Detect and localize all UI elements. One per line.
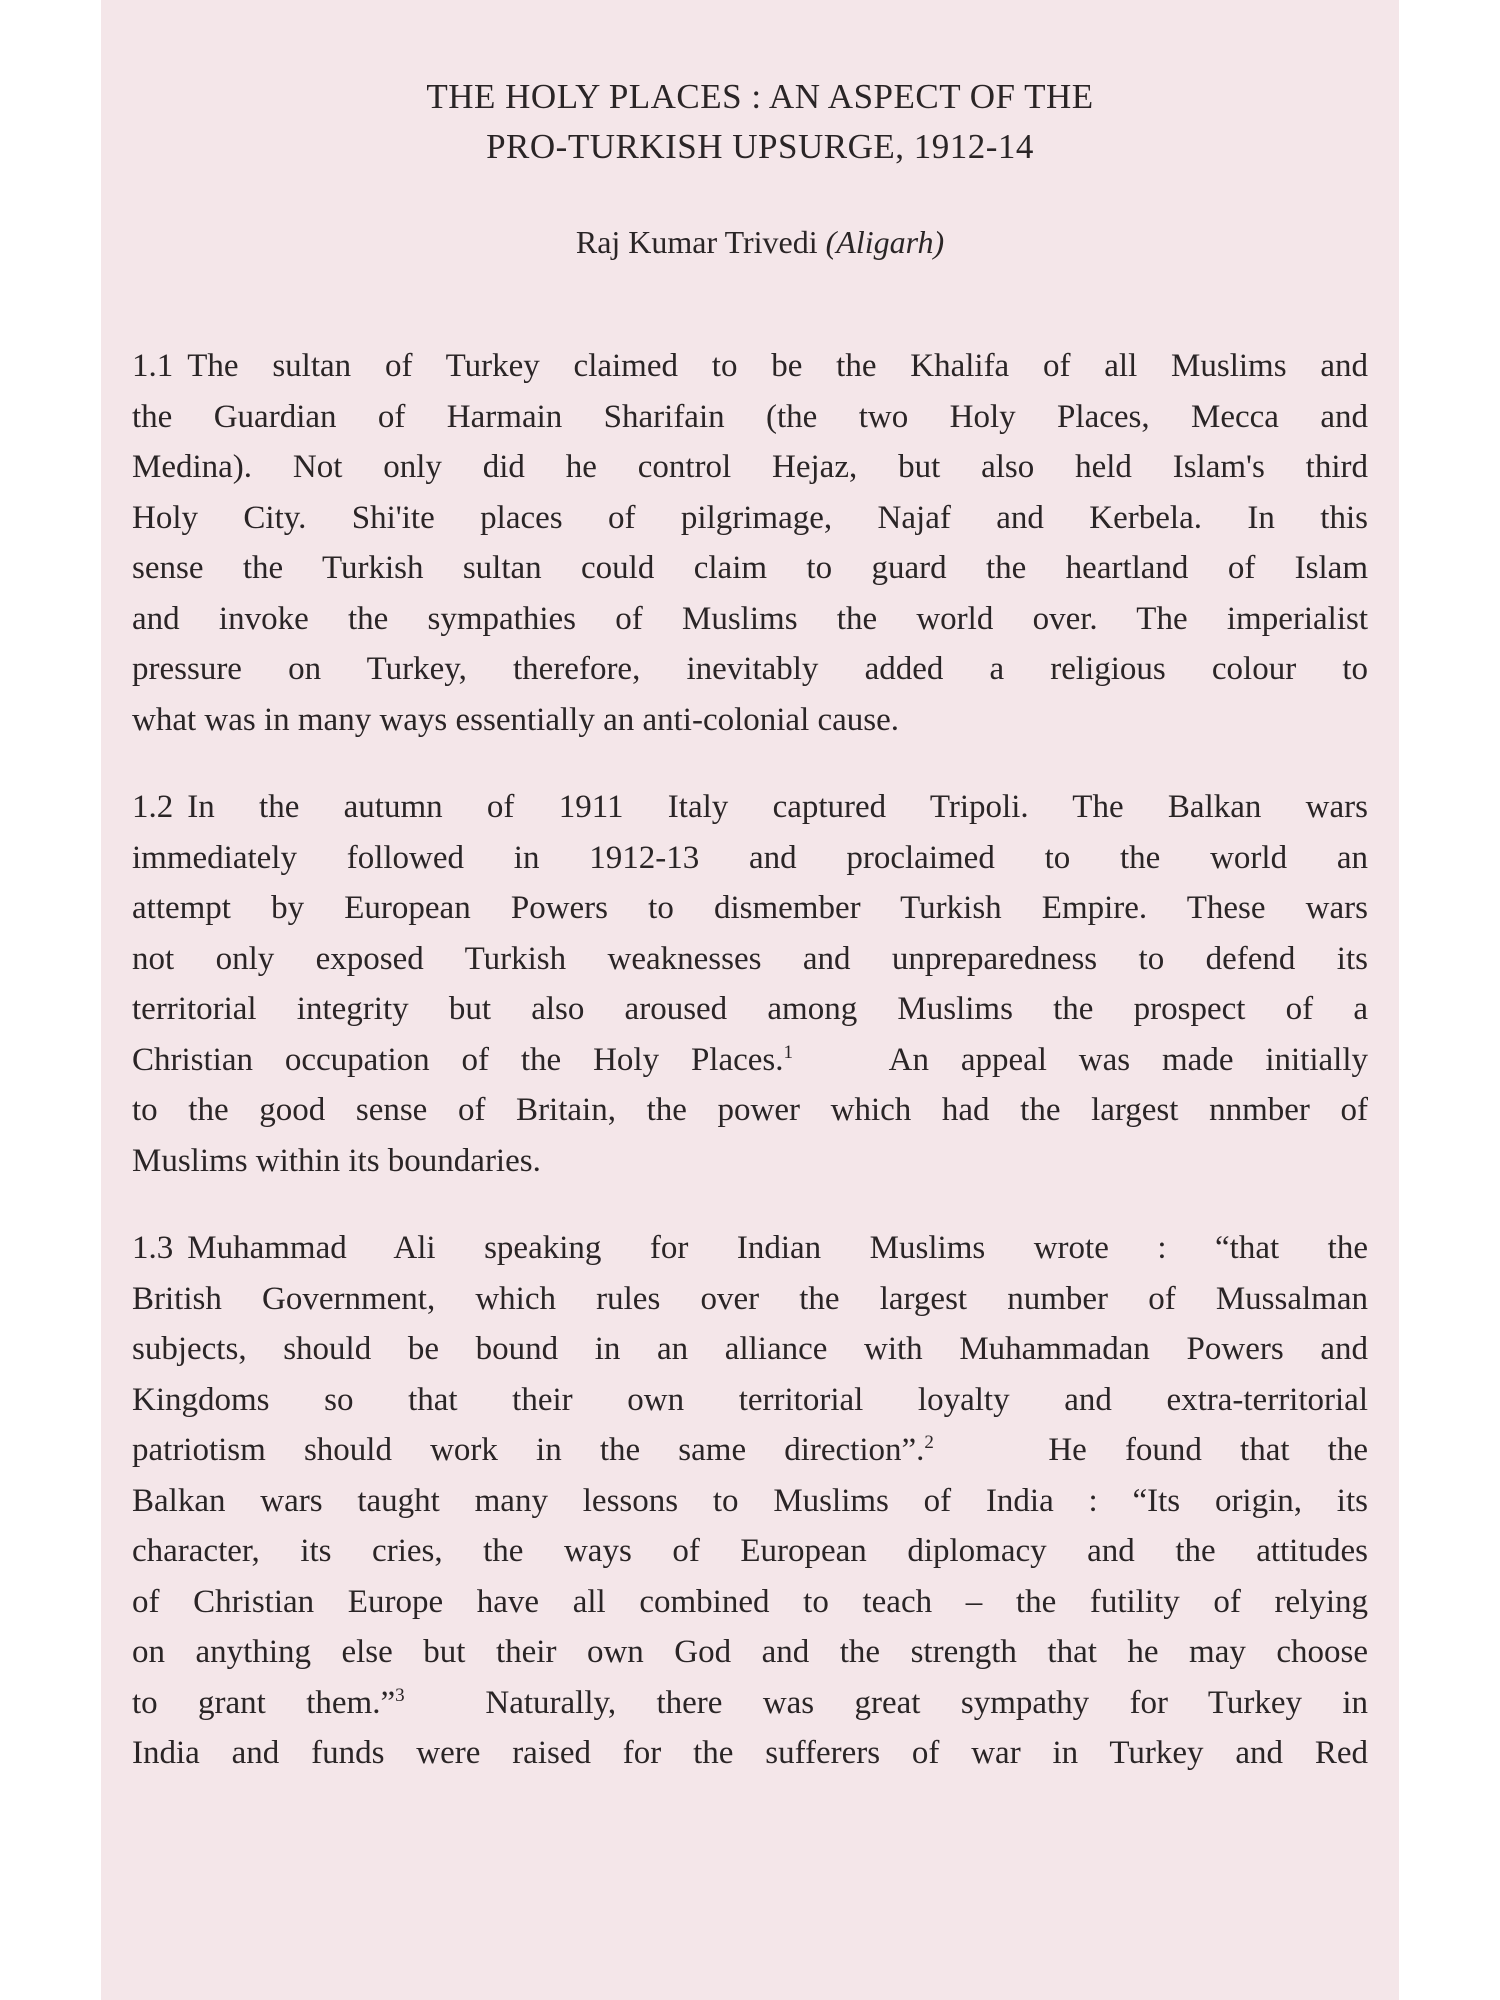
paragraph-line: Christian occupation of the Holy Places.$^1$ An appeal was made initially bbox=[132, 1041, 1368, 1078]
paragraph-line: Balkan wars taught many lessons to Muslims of India : “Its origin, its bbox=[132, 1482, 1368, 1519]
paragraph-line: the Guardian of Harmain Sharifain (the two Holy Places, Mecca and bbox=[132, 398, 1368, 435]
title-line-2: PRO-TURKISH UPSURGE, 1912-14 bbox=[486, 127, 1034, 166]
footnote-ref-3: 3 bbox=[395, 1684, 405, 1706]
article-body bbox=[132, 72, 1368, 1779]
article-title bbox=[152, 72, 1368, 172]
paragraph-line: pressure on Turkey, therefore, inevitably added a religious colour to bbox=[132, 651, 1368, 687]
paragraph-line: attempt by European Powers to dismember Turkish Empire. These wars bbox=[132, 890, 1368, 926]
author-byline bbox=[152, 224, 1368, 261]
paragraph-line: immediately followed in 1912-13 and proclaimed to the world an bbox=[132, 839, 1368, 876]
paragraph-line: British Government, which rules over the largest number of Mussalman bbox=[132, 1280, 1368, 1317]
paragraph-line: to the good sense of Britain, the power which had the largest nnmber of bbox=[132, 1092, 1368, 1128]
paragraph-line: 1.3 Muhammad Ali speaking for Indian Muslims wrote : “that the bbox=[132, 1230, 1368, 1266]
paragraph-1-2 bbox=[132, 782, 1368, 1186]
paragraph-line: Muslims within its boundaries. bbox=[132, 1142, 541, 1179]
paragraph-1-1 bbox=[132, 341, 1368, 745]
author-name: Raj Kumar Trivedi bbox=[575, 224, 818, 260]
paragraph-line: territorial integrity but also aroused among Muslims the prospect of a bbox=[132, 991, 1368, 1027]
paragraph-line: on anything else but their own God and the strength that he may choose bbox=[132, 1634, 1368, 1670]
paragraph-line: subjects, should be bound in an alliance with Muhammadan Powers and bbox=[132, 1331, 1368, 1367]
paragraph-line: and invoke the sympathies of Muslims the world over. The imperialist bbox=[132, 600, 1368, 637]
paragraph-line: 1.1 The sultan of Turkey claimed to be the Khalifa of all Muslims and bbox=[132, 348, 1368, 384]
footnote-ref-2: 2 bbox=[924, 1432, 934, 1453]
paragraph-line: Kingdoms so that their own territorial loyalty and extra-territorial bbox=[132, 1381, 1368, 1418]
author-affiliation: (Aligarh) bbox=[825, 224, 945, 260]
paragraph-line: what was in many ways essentially an anti-colonial cause. bbox=[132, 701, 900, 738]
paragraph-line: sense the Turkish sultan could claim to guard the heartland of Islam bbox=[132, 550, 1368, 586]
paragraph-line: Medina). Not only did he control Hejaz, but also held Islam's third bbox=[132, 449, 1368, 485]
footnote-ref-1: 1 bbox=[783, 1041, 793, 1063]
paragraph-line: Holy City. Shi'ite places of pilgrimage, Najaf and Kerbela. In this bbox=[132, 499, 1368, 536]
paragraph-line: India and funds were raised for the sufferers of war in Turkey and Red bbox=[132, 1735, 1368, 1771]
paragraph-line: character, its cries, the ways of European diplomacy and the attitudes bbox=[132, 1533, 1368, 1569]
paragraph-line: of Christian Europe have all combined to teach – the futility of relying bbox=[132, 1583, 1368, 1620]
paragraph-number: 1.3 bbox=[132, 1230, 174, 1266]
paragraph-1-3 bbox=[132, 1223, 1368, 1779]
paragraph-number: 1.2 bbox=[132, 789, 174, 825]
paragraph-line: 1.2 In the autumn of 1911 Italy captured Tripoli. The Balkan wars bbox=[132, 789, 1368, 825]
paragraph-line: not only exposed Turkish weaknesses and unpreparedness to defend its bbox=[132, 940, 1368, 977]
title-line-1: THE HOLY PLACES : AN ASPECT OF THE bbox=[426, 77, 1094, 116]
scanned-page bbox=[101, 0, 1399, 2000]
paragraph-line: to grant them.”$^3$ Naturally, there was great sympathy for Turkey in bbox=[132, 1684, 1369, 1721]
paragraph-number: 1.1 bbox=[132, 348, 174, 384]
paragraph-line: patriotism should work in the same direction”.$^2$ He found that the bbox=[132, 1432, 1368, 1468]
